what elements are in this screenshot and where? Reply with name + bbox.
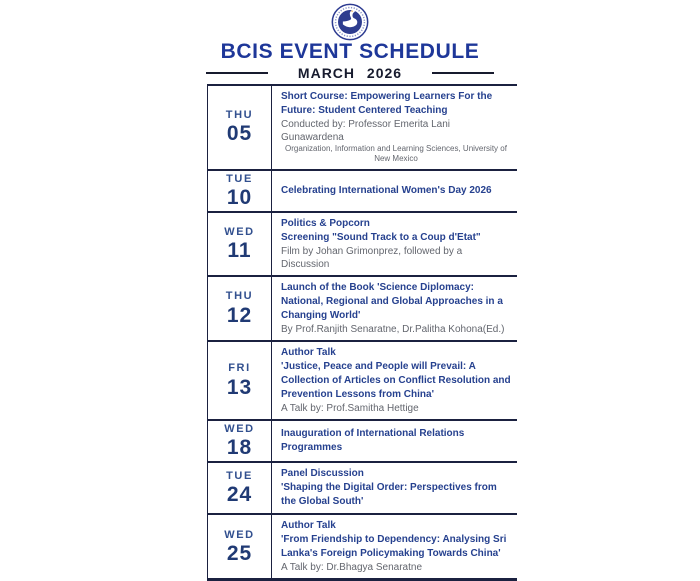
left-dash-divider	[206, 72, 268, 74]
event-row-mar-11	[208, 213, 517, 277]
event-series: Panel Discussion	[281, 468, 364, 480]
month-label: MARCH 2026	[297, 65, 403, 81]
event-title: Celebrating International Women's Day 2026	[281, 184, 492, 196]
event-row-mar-25	[208, 515, 517, 578]
event-description-cell	[272, 515, 517, 578]
event-date-cell	[208, 86, 272, 169]
event-description-cell	[272, 86, 517, 169]
event-day-label: FRI	[228, 362, 251, 375]
event-date-cell	[208, 342, 272, 419]
page-title: BCIS EVENT SCHEDULE	[220, 40, 480, 63]
event-title: 'From Friendship to Dependency: Analysing Sri Lanka's Foreign Policymaking Towards China'	[281, 534, 507, 560]
event-date-cell	[208, 171, 272, 211]
event-series: Author Talk	[281, 347, 336, 359]
event-speaker: Conducted by: Professor Emerita Lani Gunawardena	[281, 119, 450, 143]
event-day-label: TUE	[226, 470, 253, 483]
event-detail: Film by Johan Grimonprez, followed by a Discussion	[281, 246, 463, 271]
bcis-seal-logo	[331, 3, 369, 41]
event-row-mar-10	[208, 171, 517, 213]
event-description-cell	[272, 277, 517, 340]
right-dash-divider	[432, 72, 494, 74]
event-speaker: A Talk by: Dr.Bhagya Senaratne	[281, 562, 423, 574]
event-day-label: WED	[224, 528, 255, 541]
event-description-cell	[272, 171, 517, 211]
event-affiliation: Organization, Information and Learning Sciences, University of New Mexico	[285, 144, 507, 164]
bcis-seal-swan-icon	[331, 3, 369, 41]
event-title: Inauguration of International Relations Programmes	[281, 428, 465, 454]
event-row-mar-05	[208, 86, 517, 171]
event-date-cell	[208, 463, 272, 513]
event-speaker: A Talk by: Prof.Samitha Hettige	[281, 403, 419, 415]
event-speaker: By Prof.Ranjith Senaratne, Dr.Palitha Kohona(Ed.)	[281, 324, 505, 336]
event-description-cell	[272, 342, 517, 419]
event-title: Screening "Sound Track to a Coup d'Etat"	[281, 232, 481, 244]
event-series: Author Talk	[281, 520, 336, 532]
event-day-label: TUE	[226, 172, 253, 185]
event-description-cell	[272, 421, 517, 461]
event-day-number: 10	[226, 185, 253, 209]
event-day-label: THU	[225, 290, 254, 303]
event-title: 'Shaping the Digital Order: Perspectives from the Global South'	[281, 482, 497, 508]
event-day-number: 13	[226, 375, 253, 399]
event-row-mar-18	[208, 421, 517, 463]
event-row-mar-13	[208, 342, 517, 421]
event-day-label: THU	[225, 109, 254, 122]
event-day-number: 24	[226, 483, 253, 507]
event-row-mar-12	[208, 277, 517, 342]
event-date-cell	[208, 213, 272, 275]
event-date-cell	[208, 277, 272, 340]
event-date-cell	[208, 421, 272, 461]
event-day-number: 25	[226, 541, 253, 565]
event-day-number: 12	[226, 303, 253, 327]
event-title: Short Course: Empowering Learners For the Future: Student Centered Teaching	[281, 91, 493, 116]
event-description-cell	[272, 463, 517, 513]
event-day-number: 05	[226, 122, 253, 146]
event-day-label: WED	[224, 225, 255, 238]
event-title: 'Justice, Peace and People will Prevail: A Collection of Articles on Conflict Resolution and Prevention Lessons from China'	[281, 361, 511, 401]
event-description-cell	[272, 213, 517, 275]
event-series: Politics & Popcorn	[281, 218, 370, 230]
event-day-label: WED	[224, 423, 255, 436]
schedule-table	[207, 84, 517, 581]
event-date-cell	[208, 515, 272, 578]
event-row-mar-24	[208, 463, 517, 515]
month-header	[0, 63, 700, 83]
event-day-number: 18	[226, 436, 253, 460]
event-title: Launch of the Book 'Science Diplomacy: National, Regional and Global Approaches in a Changing World'	[281, 282, 503, 322]
event-day-number: 11	[227, 239, 252, 263]
